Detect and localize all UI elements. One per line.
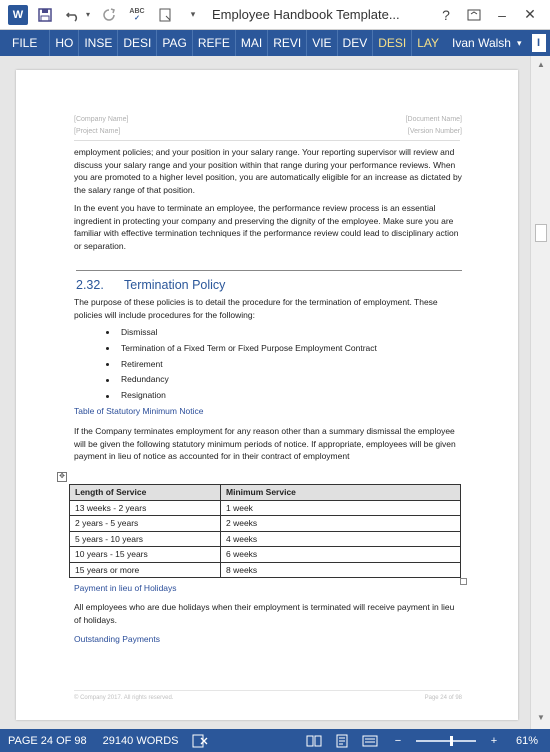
vertical-scrollbar[interactable] [530,56,550,729]
document-page[interactable] [16,70,518,720]
bullet-icon [106,395,109,398]
document-title: Employee Handbook Template... [212,7,400,22]
notice-table[interactable] [69,484,461,578]
document-name-field: [Document Name] [405,116,462,123]
chevron-down-icon[interactable]: ▾ [516,37,522,48]
table-cell[interactable]: 1 week [221,500,461,516]
project-name-field: [Project Name] [74,128,121,135]
company-name-field: [Company Name] [74,116,129,123]
tab-file[interactable]: FILE [0,30,49,56]
table-cell[interactable]: 8 weeks [221,562,461,578]
bullet-icon [106,347,109,350]
list-item-text: Redundancy [121,374,169,385]
list-item-text: Termination of a Fixed Term or Fixed Purpose Employment Contract [121,342,377,353]
tab-developer[interactable]: DEV [337,30,373,56]
user-account[interactable]: Ivan Walsh [452,36,511,50]
ribbon-display-icon[interactable] [460,1,488,29]
document-canvas [0,56,530,729]
paragraph-salary[interactable]: employment policies; and your position in your salary range. Your reporting supervisor will review and discuss your salary range and your position within that range during your performance reviews. When you are promoted to a higher level position, you are automatically eligible for an increase as dictated by the salary range of that position. [74,147,462,196]
proofing-icon[interactable] [192,734,208,748]
header-minimum-service[interactable]: Minimum Service [221,485,461,501]
table-cell[interactable]: 2 weeks [221,516,461,532]
table-cell[interactable]: 6 weeks [221,547,461,563]
list-item-text: Resignation [121,390,166,401]
print-layout-icon[interactable] [334,734,350,748]
table-row [70,516,461,532]
tab-table-design[interactable]: DESI [372,30,411,56]
page-count[interactable]: PAGE 24 OF 98 [8,734,87,747]
bullet-icon [106,363,109,366]
zoom-slider[interactable] [416,740,476,742]
paragraph-holidays[interactable]: All employees who are due holidays when their employment is terminated will receive payment in lieu of holidays. [74,602,455,625]
bullet-icon [106,331,109,334]
list-item-text: Dismissal [121,327,158,337]
tab-page-layout[interactable]: PAG [156,30,191,56]
footer-page-number: Page 24 of 98 [424,695,462,701]
heading-number: 2.32. [76,278,104,292]
subheading-payment-holidays[interactable]: Payment in lieu of Holidays [74,583,177,593]
close-icon[interactable]: ✕ [524,6,536,22]
list-item-text: Retirement [121,358,163,369]
footer-copyright: © Company 2017. All rights reserved. [74,695,174,701]
scroll-down-icon[interactable]: ▼ [537,713,545,722]
list-item[interactable] [106,325,377,341]
header-left [74,114,128,138]
tab-view[interactable]: VIE [306,30,336,56]
tab-review[interactable]: REVI [267,30,306,56]
header-right [406,114,462,138]
user-avatar[interactable]: I [532,34,546,52]
tab-mailings[interactable]: MAI [235,30,267,56]
zoom-in-button[interactable]: + [490,734,498,747]
list-item[interactable] [106,357,377,373]
table-cell[interactable]: 2 years - 5 years [70,516,221,532]
ribbon-tabs [0,30,550,56]
table-row [70,500,461,516]
table-cell[interactable]: 15 years or more [70,562,221,578]
save-icon[interactable] [34,4,56,26]
spelling-icon[interactable]: ABC ✓ [129,7,145,22]
section-heading[interactable] [76,270,462,292]
paragraph-notice[interactable]: If the Company terminates employment for any reason other than a summary dismissal the employee will be given the following statutory minimum periods of notice. If appropriate, employees will be given payment in lieu of notice as accounted for in their contract of employment [74,426,456,462]
title-bar [0,0,550,30]
read-mode-icon[interactable] [306,734,322,748]
tab-insert[interactable]: INSE [78,30,117,56]
table-cell[interactable]: 10 years - 15 years [70,547,221,563]
version-number-field: [Version Number] [407,128,462,135]
minimize-icon[interactable]: – [498,6,506,23]
table-row [70,531,461,547]
table-resize-handle[interactable] [460,578,467,585]
paragraph-termination-review[interactable]: In the event you have to terminate an employee, the performance review process is an essential ingredient in protecting your company and preserving the dignity of the employee. Make sure you are familiar with effective termination techniques if the performance review could lead to disciplinary action or separation. [74,203,459,252]
list-item[interactable] [106,341,377,357]
tab-design[interactable]: DESI [117,30,156,56]
word-app-icon[interactable]: W [8,5,28,25]
table-row [70,562,461,578]
zoom-level[interactable]: 61% [515,734,538,747]
tab-home[interactable]: HO [49,30,78,56]
table-row [70,547,461,563]
header-divider [74,140,460,141]
subheading-statutory-notice[interactable]: Table of Statutory Minimum Notice [74,406,204,416]
new-doc-icon[interactable] [154,4,176,26]
status-bar [0,729,550,752]
footer-divider [74,690,460,691]
zoom-out-button[interactable]: − [394,734,402,747]
bullet-list [106,325,377,404]
customize-qat-icon[interactable]: ▾ [190,9,196,19]
undo-icon[interactable] [62,4,84,26]
subheading-outstanding-payments[interactable]: Outstanding Payments [74,634,160,644]
undo-dropdown-icon[interactable]: ▾ [85,10,90,19]
heading-text: Termination Policy [124,278,226,292]
tab-references[interactable]: REFE [192,30,235,56]
spelling-label: ABC [129,7,145,15]
table-cell[interactable]: 13 weeks - 2 years [70,500,221,516]
tab-table-layout[interactable]: LAY [411,30,444,56]
web-layout-icon[interactable] [362,734,378,748]
table-cell[interactable]: 4 weeks [221,531,461,547]
list-item[interactable] [106,372,377,388]
bullet-icon [106,379,109,382]
table-header-row [70,485,461,501]
zoom-slider-knob[interactable] [450,736,453,746]
table-cell[interactable]: 5 years - 10 years [70,531,221,547]
word-count[interactable]: 29140 WORDS [102,734,179,747]
help-icon[interactable]: ? [442,6,450,23]
scroll-thumb[interactable] [535,224,547,242]
paragraph-purpose[interactable]: The purpose of these policies is to detail the procedure for the termination of employment. These policies will include procedures for the following: [74,297,438,320]
header-length-of-service[interactable]: Length of Service [70,485,221,501]
redo-icon[interactable] [98,4,120,26]
scroll-up-icon[interactable]: ▲ [537,60,545,69]
table-move-handle[interactable]: ✥ [57,472,67,482]
list-item[interactable] [106,388,377,404]
